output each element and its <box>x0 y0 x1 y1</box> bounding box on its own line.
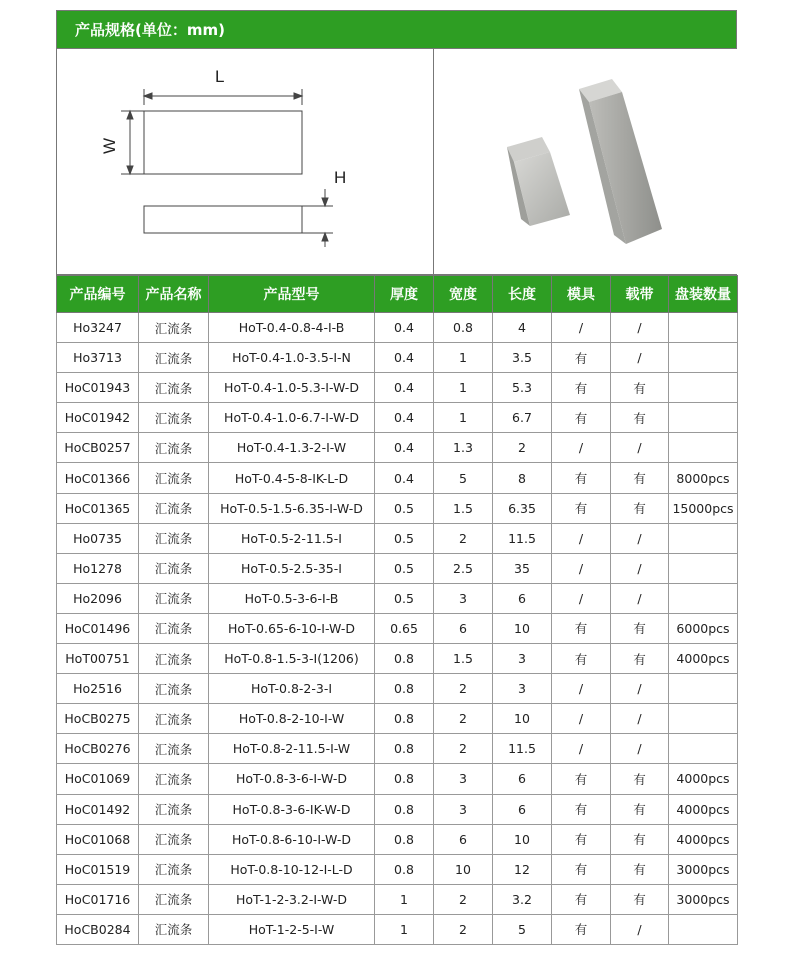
cell-reel-quantity <box>669 313 738 343</box>
cell-thickness: 0.5 <box>375 493 434 523</box>
cell-thickness: 0.4 <box>375 463 434 493</box>
cell-reel-quantity <box>669 373 738 403</box>
table-row <box>57 824 738 854</box>
cell-reel-quantity: 15000pcs <box>669 493 738 523</box>
cell-width: 5 <box>434 463 493 493</box>
cell-product-code: HoCB0276 <box>57 734 139 764</box>
cell-width: 2 <box>434 914 493 944</box>
label-h: H <box>334 168 347 187</box>
cell-carrier-tape: 有 <box>611 764 669 794</box>
label-w: W <box>100 137 119 154</box>
cell-width: 3 <box>434 764 493 794</box>
cell-product-code: HoCB0275 <box>57 704 139 734</box>
cell-length: 6 <box>493 764 552 794</box>
dimension-diagram <box>57 49 434 274</box>
cell-carrier-tape: / <box>611 433 669 463</box>
figure-row <box>56 48 737 275</box>
cell-mold: 有 <box>552 373 611 403</box>
cell-length: 10 <box>493 613 552 643</box>
cell-width: 1.5 <box>434 644 493 674</box>
cell-length: 12 <box>493 854 552 884</box>
cell-product-name: 汇流条 <box>139 583 209 613</box>
header-width: 宽度 <box>434 276 493 313</box>
cell-mold: / <box>552 674 611 704</box>
cell-product-model: HoT-0.65-6-10-I-W-D <box>209 613 375 643</box>
table-row <box>57 583 738 613</box>
cell-mold: 有 <box>552 463 611 493</box>
cell-width: 0.8 <box>434 313 493 343</box>
header-thickness: 厚度 <box>375 276 434 313</box>
cell-product-name: 汇流条 <box>139 794 209 824</box>
cell-mold: 有 <box>552 493 611 523</box>
cell-reel-quantity: 3000pcs <box>669 854 738 884</box>
cell-carrier-tape: 有 <box>611 463 669 493</box>
cell-thickness: 0.8 <box>375 764 434 794</box>
cell-product-name: 汇流条 <box>139 854 209 884</box>
cell-thickness: 0.4 <box>375 433 434 463</box>
spec-table <box>56 275 738 945</box>
cell-length: 2 <box>493 433 552 463</box>
header-product-code: 产品编号 <box>57 276 139 313</box>
cell-product-model: HoT-0.4-0.8-4-I-B <box>209 313 375 343</box>
cell-carrier-tape: 有 <box>611 794 669 824</box>
cell-reel-quantity: 4000pcs <box>669 794 738 824</box>
cell-product-name: 汇流条 <box>139 403 209 433</box>
cell-product-code: HoC01716 <box>57 884 139 914</box>
cell-product-model: HoT-1-2-5-I-W <box>209 914 375 944</box>
cell-product-code: Ho0735 <box>57 523 139 553</box>
cell-mold: 有 <box>552 824 611 854</box>
product-photo <box>434 49 738 274</box>
cell-reel-quantity <box>669 704 738 734</box>
cell-carrier-tape: 有 <box>611 644 669 674</box>
cell-product-code: HoC01496 <box>57 613 139 643</box>
cell-thickness: 0.8 <box>375 854 434 884</box>
cell-reel-quantity <box>669 433 738 463</box>
cell-product-code: Ho1278 <box>57 553 139 583</box>
cell-carrier-tape: 有 <box>611 613 669 643</box>
cell-reel-quantity <box>669 343 738 373</box>
cell-product-name: 汇流条 <box>139 493 209 523</box>
table-row <box>57 704 738 734</box>
cell-product-code: HoC01365 <box>57 493 139 523</box>
cell-product-model: HoT-1-2-3.2-I-W-D <box>209 884 375 914</box>
cell-length: 4 <box>493 313 552 343</box>
cell-reel-quantity: 4000pcs <box>669 824 738 854</box>
cell-reel-quantity: 6000pcs <box>669 613 738 643</box>
cell-product-code: HoC01519 <box>57 854 139 884</box>
table-row <box>57 463 738 493</box>
cell-product-code: Ho2516 <box>57 674 139 704</box>
cell-product-model: HoT-0.8-6-10-I-W-D <box>209 824 375 854</box>
cell-mold: / <box>552 523 611 553</box>
cell-product-code: HoC01069 <box>57 764 139 794</box>
table-row <box>57 343 738 373</box>
cell-width: 10 <box>434 854 493 884</box>
cell-mold: / <box>552 433 611 463</box>
cell-length: 35 <box>493 553 552 583</box>
cell-carrier-tape: 有 <box>611 854 669 884</box>
cell-product-model: HoT-0.5-3-6-I-B <box>209 583 375 613</box>
cell-carrier-tape: 有 <box>611 884 669 914</box>
cell-mold: / <box>552 313 611 343</box>
cell-thickness: 0.65 <box>375 613 434 643</box>
cell-product-model: HoT-0.4-1.0-3.5-I-N <box>209 343 375 373</box>
cell-length: 10 <box>493 824 552 854</box>
cell-carrier-tape: / <box>611 914 669 944</box>
cell-width: 3 <box>434 794 493 824</box>
cell-product-code: HoT00751 <box>57 644 139 674</box>
cell-thickness: 0.4 <box>375 343 434 373</box>
table-row <box>57 794 738 824</box>
cell-reel-quantity: 3000pcs <box>669 884 738 914</box>
cell-product-code: HoC01366 <box>57 463 139 493</box>
table-row <box>57 613 738 643</box>
cell-carrier-tape: / <box>611 343 669 373</box>
cell-width: 1 <box>434 373 493 403</box>
cell-width: 2 <box>434 704 493 734</box>
section-title: 产品规格(单位：mm) <box>56 10 737 48</box>
cell-product-name: 汇流条 <box>139 824 209 854</box>
table-row <box>57 433 738 463</box>
cell-reel-quantity: 4000pcs <box>669 644 738 674</box>
cell-length: 3 <box>493 674 552 704</box>
cell-product-name: 汇流条 <box>139 914 209 944</box>
cell-reel-quantity <box>669 403 738 433</box>
cell-product-model: HoT-0.5-2.5-35-I <box>209 553 375 583</box>
table-row <box>57 734 738 764</box>
cell-carrier-tape: 有 <box>611 493 669 523</box>
cell-product-name: 汇流条 <box>139 373 209 403</box>
header-product-model: 产品型号 <box>209 276 375 313</box>
header-mold: 模具 <box>552 276 611 313</box>
cell-product-code: HoCB0284 <box>57 914 139 944</box>
table-row <box>57 523 738 553</box>
header-carrier-tape: 载带 <box>611 276 669 313</box>
cell-width: 1 <box>434 403 493 433</box>
cell-length: 11.5 <box>493 523 552 553</box>
cell-product-code: HoC01068 <box>57 824 139 854</box>
cell-product-model: HoT-0.8-2-11.5-I-W <box>209 734 375 764</box>
table-row <box>57 674 738 704</box>
cell-length: 6 <box>493 583 552 613</box>
cell-thickness: 0.8 <box>375 644 434 674</box>
cell-product-name: 汇流条 <box>139 704 209 734</box>
cell-product-code: Ho2096 <box>57 583 139 613</box>
cell-carrier-tape: / <box>611 734 669 764</box>
cell-carrier-tape: 有 <box>611 824 669 854</box>
table-row <box>57 373 738 403</box>
cell-product-code: HoCB0257 <box>57 433 139 463</box>
cell-mold: / <box>552 734 611 764</box>
cell-mold: 有 <box>552 764 611 794</box>
header-reel-quantity: 盘装数量 <box>669 276 738 313</box>
cell-width: 2 <box>434 674 493 704</box>
cell-reel-quantity <box>669 914 738 944</box>
cell-mold: 有 <box>552 644 611 674</box>
cell-product-code: Ho3713 <box>57 343 139 373</box>
cell-product-model: HoT-0.5-1.5-6.35-I-W-D <box>209 493 375 523</box>
cell-width: 1 <box>434 343 493 373</box>
cell-mold: 有 <box>552 613 611 643</box>
cell-thickness: 0.8 <box>375 824 434 854</box>
cell-product-model: HoT-0.4-1.0-6.7-I-W-D <box>209 403 375 433</box>
cell-reel-quantity <box>669 523 738 553</box>
cell-thickness: 0.5 <box>375 553 434 583</box>
cell-product-model: HoT-0.8-2-10-I-W <box>209 704 375 734</box>
cell-product-name: 汇流条 <box>139 613 209 643</box>
cell-width: 2.5 <box>434 553 493 583</box>
table-body <box>57 313 738 945</box>
cell-product-model: HoT-0.8-1.5-3-I(1206) <box>209 644 375 674</box>
table-row <box>57 764 738 794</box>
cell-carrier-tape: / <box>611 313 669 343</box>
cell-thickness: 0.8 <box>375 734 434 764</box>
table-row <box>57 313 738 343</box>
table-row <box>57 644 738 674</box>
cell-mold: 有 <box>552 403 611 433</box>
cell-product-code: HoC01943 <box>57 373 139 403</box>
cell-product-name: 汇流条 <box>139 884 209 914</box>
cell-thickness: 0.5 <box>375 583 434 613</box>
table-header-row <box>57 276 738 313</box>
cell-width: 1.3 <box>434 433 493 463</box>
cell-width: 6 <box>434 824 493 854</box>
cell-product-name: 汇流条 <box>139 644 209 674</box>
cell-mold: 有 <box>552 343 611 373</box>
cell-product-code: HoC01492 <box>57 794 139 824</box>
cell-length: 5.3 <box>493 373 552 403</box>
cell-length: 5 <box>493 914 552 944</box>
header-product-name: 产品名称 <box>139 276 209 313</box>
cell-product-name: 汇流条 <box>139 523 209 553</box>
cell-mold: 有 <box>552 794 611 824</box>
cell-length: 6 <box>493 794 552 824</box>
cell-product-model: HoT-0.8-10-12-I-L-D <box>209 854 375 884</box>
cell-length: 3.2 <box>493 884 552 914</box>
cell-thickness: 1 <box>375 914 434 944</box>
cell-width: 1.5 <box>434 493 493 523</box>
cell-product-name: 汇流条 <box>139 553 209 583</box>
cell-mold: 有 <box>552 854 611 884</box>
cell-width: 3 <box>434 583 493 613</box>
busbar-photo <box>434 49 738 276</box>
table-row <box>57 403 738 433</box>
table-row <box>57 553 738 583</box>
cell-carrier-tape: / <box>611 583 669 613</box>
cell-thickness: 0.4 <box>375 313 434 343</box>
cell-product-name: 汇流条 <box>139 463 209 493</box>
cell-mold: / <box>552 553 611 583</box>
cell-product-model: HoT-0.8-3-6-IK-W-D <box>209 794 375 824</box>
cell-mold: / <box>552 583 611 613</box>
cell-length: 3 <box>493 644 552 674</box>
cell-product-name: 汇流条 <box>139 343 209 373</box>
table-row <box>57 884 738 914</box>
cell-thickness: 1 <box>375 884 434 914</box>
cell-product-model: HoT-0.8-3-6-I-W-D <box>209 764 375 794</box>
cell-product-name: 汇流条 <box>139 433 209 463</box>
cell-product-model: HoT-0.4-5-8-IK-L-D <box>209 463 375 493</box>
cell-reel-quantity <box>669 734 738 764</box>
cell-thickness: 0.8 <box>375 794 434 824</box>
cell-product-name: 汇流条 <box>139 674 209 704</box>
cell-length: 6.7 <box>493 403 552 433</box>
cell-width: 2 <box>434 734 493 764</box>
cell-product-model: HoT-0.5-2-11.5-I <box>209 523 375 553</box>
cell-carrier-tape: 有 <box>611 403 669 433</box>
label-l: L <box>215 67 225 86</box>
spec-panel <box>56 10 737 945</box>
cell-thickness: 0.8 <box>375 704 434 734</box>
cell-carrier-tape: / <box>611 553 669 583</box>
cell-thickness: 0.4 <box>375 373 434 403</box>
cell-carrier-tape: / <box>611 674 669 704</box>
header-length: 长度 <box>493 276 552 313</box>
cell-length: 8 <box>493 463 552 493</box>
cell-reel-quantity: 4000pcs <box>669 764 738 794</box>
cell-reel-quantity <box>669 674 738 704</box>
cell-length: 10 <box>493 704 552 734</box>
cell-width: 2 <box>434 523 493 553</box>
cell-thickness: 0.4 <box>375 403 434 433</box>
cell-width: 2 <box>434 884 493 914</box>
cell-product-model: HoT-0.8-2-3-I <box>209 674 375 704</box>
table-row <box>57 914 738 944</box>
dimension-drawing <box>57 49 433 276</box>
cell-product-name: 汇流条 <box>139 734 209 764</box>
cell-product-code: HoC01942 <box>57 403 139 433</box>
cell-mold: 有 <box>552 884 611 914</box>
cell-length: 11.5 <box>493 734 552 764</box>
cell-carrier-tape: / <box>611 523 669 553</box>
cell-carrier-tape: / <box>611 704 669 734</box>
cell-reel-quantity <box>669 553 738 583</box>
cell-mold: 有 <box>552 914 611 944</box>
table-row <box>57 854 738 884</box>
cell-thickness: 0.8 <box>375 674 434 704</box>
cell-product-model: HoT-0.4-1.0-5.3-I-W-D <box>209 373 375 403</box>
cell-reel-quantity: 8000pcs <box>669 463 738 493</box>
cell-product-name: 汇流条 <box>139 313 209 343</box>
cell-thickness: 0.5 <box>375 523 434 553</box>
cell-length: 6.35 <box>493 493 552 523</box>
cell-product-name: 汇流条 <box>139 764 209 794</box>
cell-product-model: HoT-0.4-1.3-2-I-W <box>209 433 375 463</box>
cell-product-code: Ho3247 <box>57 313 139 343</box>
cell-mold: / <box>552 704 611 734</box>
cell-length: 3.5 <box>493 343 552 373</box>
cell-width: 6 <box>434 613 493 643</box>
cell-reel-quantity <box>669 583 738 613</box>
table-row <box>57 493 738 523</box>
cell-carrier-tape: 有 <box>611 373 669 403</box>
